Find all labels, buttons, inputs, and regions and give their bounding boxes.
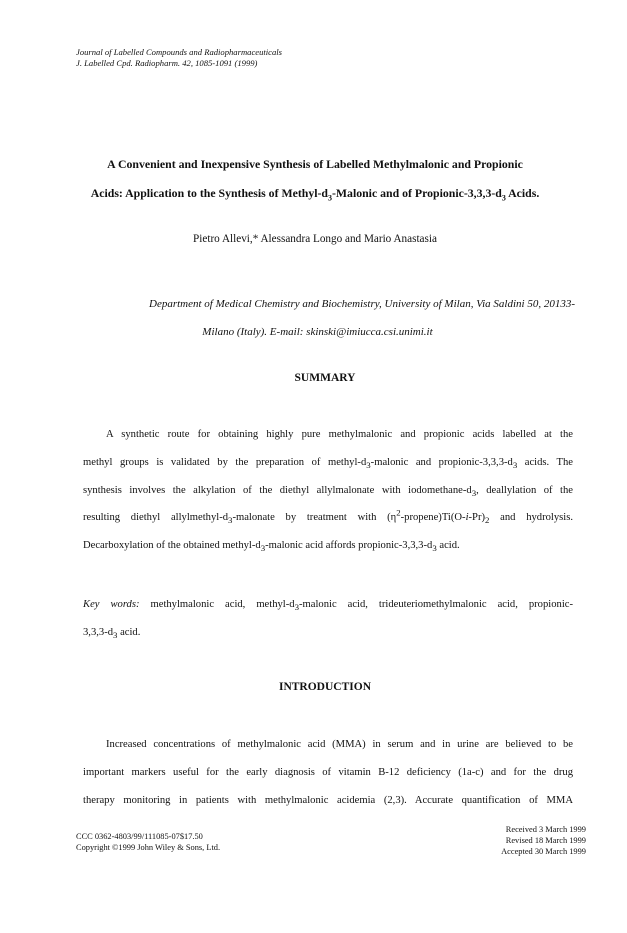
summary-line: synthesis involves the alkylation of the diethyl allylmalonate with iodomethane-$d_3$, deallylation of the	[83, 484, 574, 498]
title-line-1: A Convenient and Inexpensive Synthesis of Labelled Methylmalonic and Propionic	[107, 157, 523, 171]
summary-line: methyl groups is validated by the preparation of methyl-$d_3$-malonic and propionic-$3,3,3-d_3$ acids. The	[83, 456, 574, 470]
journal-citation: J. Labelled Cpd. Radiopharm. 42, 1085-1091 (1999)	[76, 58, 258, 68]
footer-dates	[468, 824, 586, 857]
summary-line: resulting diethyl allylmethyl-$d_3$-malonate by treatment with $(\eta^2-propene)Ti(O-i-Pr)_2$ and hydrolysis.	[83, 507, 573, 526]
affiliation-line-2: Milano (Italy). E-mail: skinski@imiucca.csi.unimi.it	[202, 326, 433, 338]
affiliation	[60, 290, 575, 346]
keywords-line-2: $3,3,3-d_3$ acid.	[83, 626, 141, 640]
affiliation-line-1: Department of Medical Chemistry and Biochemistry, University of Milan, Via Saldini 50, 20133-	[149, 298, 575, 310]
summary-heading: SUMMARY	[294, 372, 356, 384]
summary-paragraph	[83, 421, 573, 560]
accepted-date: Accepted 30 March 1999	[501, 847, 586, 856]
ccc-code: CCC 0362-4803/99/111085-07$17.50	[76, 832, 203, 841]
author-list: Pietro Allevi,* Alessandra Longo and Mario Anastasia	[193, 233, 437, 245]
article-title	[80, 150, 550, 208]
revised-date: Revised 18 March 1999	[505, 836, 586, 845]
introduction-paragraph	[83, 731, 573, 814]
keywords-label: Key words:	[83, 599, 140, 610]
keywords-line-1	[83, 591, 573, 619]
intro-line: important markers useful for the early diagnosis of vitamin B-12 deficiency (1a-c) and for the drug	[83, 766, 573, 778]
title-line-2: Acids: Application to the Synthesis of Methyl-$d_3$-Malonic and of Propionic-$3,3,3-d_3$ Acids.	[90, 186, 540, 203]
received-date: Received 3 March 1999	[505, 825, 586, 834]
summary-line: A synthetic route for obtaining highly pure methylmalonic and propionic acids labelled at the	[106, 429, 573, 440]
keywords-text: methylmalonic acid, methyl-$d_3$-malonic acid, trideuteriomethylmalonic acid, propionic-	[150, 599, 573, 613]
intro-line: Increased concentrations of methylmalonic acid (MMA) in serum and in urine are believed to be	[106, 739, 573, 750]
intro-line: therapy monitoring in patients with methylmalonic acidemia (2,3). Accurate quantification of MMA	[83, 794, 573, 806]
journal-header	[76, 47, 282, 69]
summary-line: Decarboxylation of the obtained methyl-$d_3$-malonic acid affords propionic-$3,3,3-d_3$ acid.	[83, 540, 460, 554]
copyright-notice: Copyright ©1999 John Wiley & Sons, Ltd.	[76, 843, 221, 852]
keywords-paragraph	[83, 591, 573, 647]
journal-name: Journal of Labelled Compounds and Radiopharmaceuticals	[76, 47, 282, 57]
introduction-heading: INTRODUCTION	[278, 681, 371, 693]
footer-left	[76, 831, 220, 853]
